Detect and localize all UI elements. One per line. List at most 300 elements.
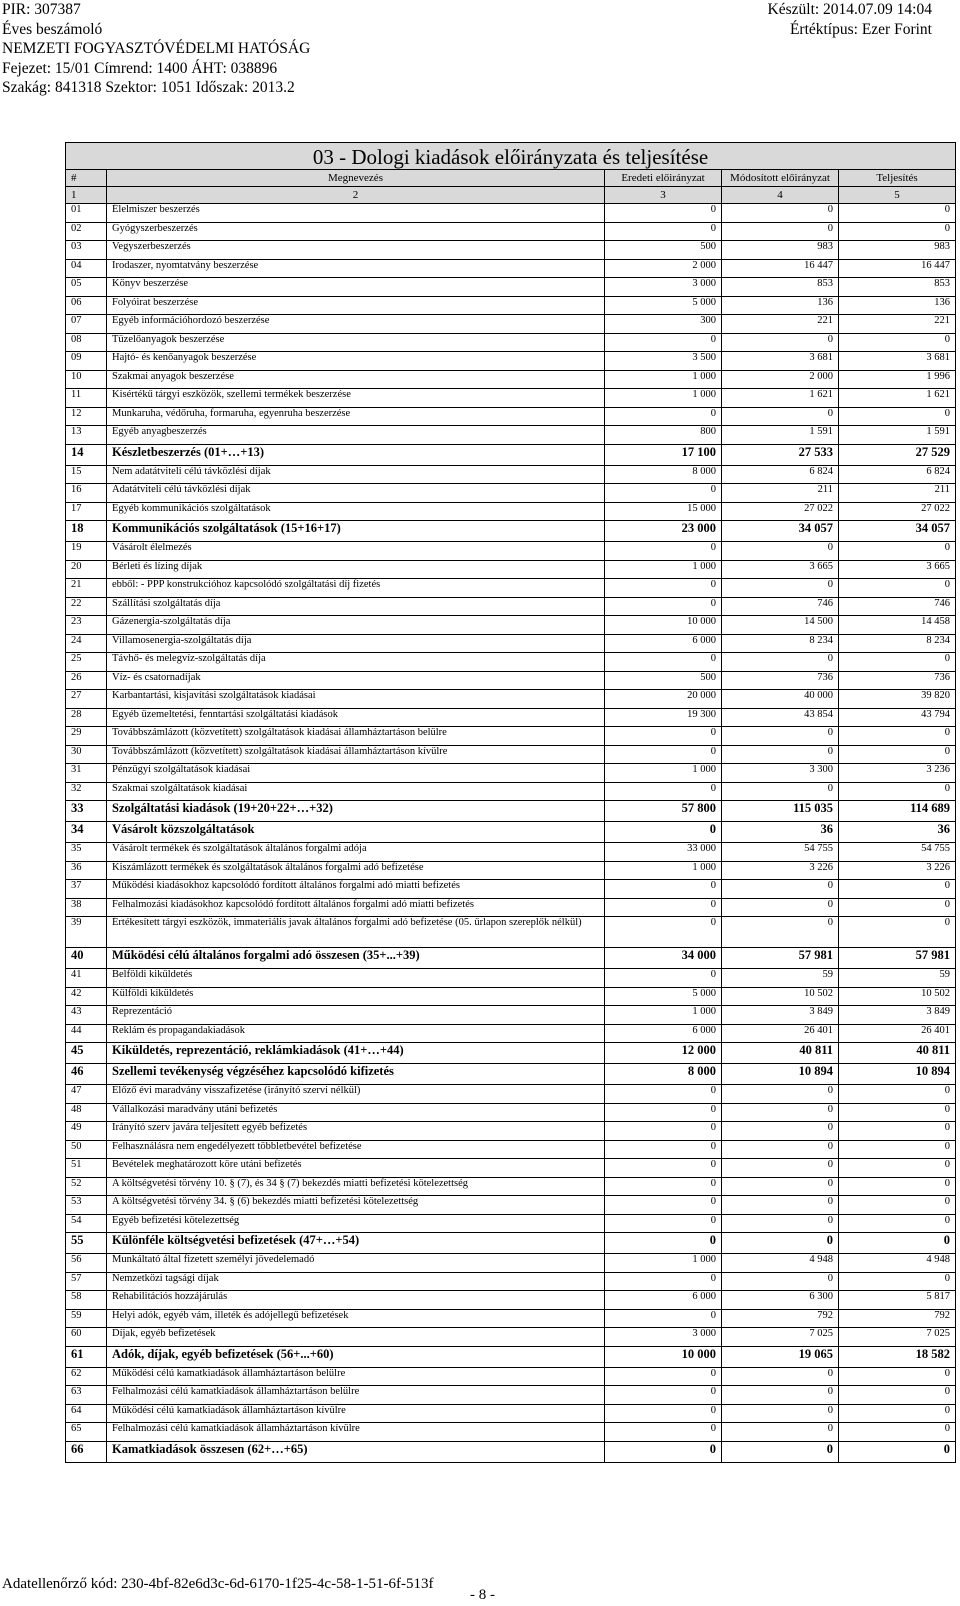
table-row (66, 484, 956, 503)
table-row (66, 671, 956, 690)
row-label: Nem adatátviteli célú távközlési díjak (107, 465, 605, 484)
actual-performance: 0 (839, 653, 956, 672)
table-row (66, 1177, 956, 1196)
organization-name: NEMZETI FOGYASZTÓVÉDELMI HATÓSÁG (2, 40, 311, 57)
actual-performance: 27 022 (839, 502, 956, 521)
modified-appropriation: 746 (722, 597, 839, 616)
row-index: 59 (66, 1309, 107, 1328)
actual-performance: 0 (839, 1367, 956, 1386)
row-index: 11 (66, 389, 107, 408)
table-row (66, 1404, 956, 1423)
table-row (66, 708, 956, 727)
actual-performance: 1 621 (839, 389, 956, 408)
actual-performance: 3 236 (839, 764, 956, 783)
row-index: 10 (66, 370, 107, 389)
modified-appropriation: 853 (722, 278, 839, 297)
table-row (66, 278, 956, 297)
row-index: 17 (66, 502, 107, 521)
table-row (66, 241, 956, 260)
row-label: Különféle költségvetési befizetések (47+…+54) (107, 1233, 605, 1254)
row-label: ebből: - PPP konstrukcióhoz kapcsolódó szolgáltatási díj fizetés (107, 579, 605, 598)
original-appropriation: 0 (605, 782, 722, 801)
modified-appropriation: 0 (722, 1367, 839, 1386)
page-number: - 8 - (470, 1587, 495, 1603)
actual-performance: 34 057 (839, 521, 956, 542)
modified-appropriation: 10 502 (722, 987, 839, 1006)
actual-performance: 0 (839, 898, 956, 917)
original-appropriation: 0 (605, 579, 722, 598)
actual-performance: 221 (839, 315, 956, 334)
original-appropriation: 2 000 (605, 259, 722, 278)
report-type: Éves beszámoló (2, 20, 103, 38)
actual-performance: 0 (839, 1103, 956, 1122)
modified-appropriation: 7 025 (722, 1328, 839, 1347)
actual-performance: 39 820 (839, 690, 956, 709)
row-label: Pénzügyi szolgáltatások kiadásai (107, 764, 605, 783)
row-index: 20 (66, 560, 107, 579)
modified-appropriation: 1 621 (722, 389, 839, 408)
table-row (66, 1441, 956, 1462)
row-index: 43 (66, 1006, 107, 1025)
original-appropriation: 0 (605, 880, 722, 899)
modified-appropriation: 0 (722, 1103, 839, 1122)
actual-performance: 0 (839, 1404, 956, 1423)
row-label: Díjak, egyéb befizetések (107, 1328, 605, 1347)
row-index: 29 (66, 727, 107, 746)
actual-performance: 27 529 (839, 444, 956, 465)
actual-performance: 0 (839, 1272, 956, 1291)
original-appropriation: 15 000 (605, 502, 722, 521)
original-appropriation: 33 000 (605, 843, 722, 862)
actual-performance: 18 582 (839, 1346, 956, 1367)
row-index: 39 (66, 917, 107, 948)
original-appropriation: 3 000 (605, 278, 722, 297)
modified-appropriation: 0 (722, 407, 839, 426)
row-label: Karbantartási, kisjavítási szolgáltatások kiadásai (107, 690, 605, 709)
original-appropriation: 5 000 (605, 296, 722, 315)
row-index: 06 (66, 296, 107, 315)
actual-performance: 0 (839, 1140, 956, 1159)
table-row (66, 389, 956, 408)
report-header-left (2, 0, 310, 98)
modified-appropriation: 54 755 (722, 843, 839, 862)
check-code: Adatellenőrző kód: 230-4bf-82e6d3c-6d-6170-1f25-4c-58-1-51-6f-513f (2, 1576, 434, 1592)
row-index: 01 (66, 204, 107, 223)
row-label: Felhalmozási célú kamatkiadások államháztartáson kívülre (107, 1423, 605, 1442)
actual-performance: 3 849 (839, 1006, 956, 1025)
original-appropriation: 3 000 (605, 1328, 722, 1347)
table-row (66, 1386, 956, 1405)
table-row (66, 333, 956, 352)
modified-appropriation: 0 (722, 782, 839, 801)
actual-performance: 0 (839, 222, 956, 241)
actual-performance: 54 755 (839, 843, 956, 862)
actual-performance: 0 (839, 579, 956, 598)
original-appropriation: 0 (605, 969, 722, 988)
original-appropriation: 800 (605, 426, 722, 445)
modified-appropriation: 0 (722, 1140, 839, 1159)
row-index: 05 (66, 278, 107, 297)
original-appropriation: 0 (605, 1177, 722, 1196)
original-appropriation: 57 800 (605, 801, 722, 822)
row-index: 57 (66, 1272, 107, 1291)
actual-performance: 57 981 (839, 948, 956, 969)
table-row (66, 370, 956, 389)
table-row (66, 1254, 956, 1273)
modified-appropriation: 43 854 (722, 708, 839, 727)
table-row (66, 444, 956, 465)
original-appropriation: 1 000 (605, 560, 722, 579)
actual-performance: 136 (839, 296, 956, 315)
row-index: 21 (66, 579, 107, 598)
original-appropriation: 0 (605, 745, 722, 764)
row-index: 44 (66, 1024, 107, 1043)
original-appropriation: 10 000 (605, 616, 722, 635)
row-index: 30 (66, 745, 107, 764)
table-row (66, 898, 956, 917)
table-row (66, 465, 956, 484)
row-index: 07 (66, 315, 107, 334)
actual-performance: 983 (839, 241, 956, 260)
original-appropriation: 0 (605, 1309, 722, 1328)
original-appropriation: 8 000 (605, 1064, 722, 1085)
row-label: Vásárolt termékek és szolgáltatások általános forgalmi adója (107, 843, 605, 862)
row-label: Reklám és propagandakiadások (107, 1024, 605, 1043)
modified-appropriation: 0 (722, 1159, 839, 1178)
row-label: Helyi adók, egyéb vám, illeték és adójellegű befizetések (107, 1309, 605, 1328)
row-label: Könyv beszerzése (107, 278, 605, 297)
table-row (66, 969, 956, 988)
original-appropriation: 0 (605, 1214, 722, 1233)
original-appropriation: 8 000 (605, 465, 722, 484)
original-appropriation: 0 (605, 333, 722, 352)
original-appropriation: 0 (605, 1122, 722, 1141)
table-row (66, 880, 956, 899)
row-label: Adatátviteli célú távközlési díjak (107, 484, 605, 503)
row-label: Bevételek meghatározott köre utáni befizetés (107, 1159, 605, 1178)
actual-performance: 0 (839, 1423, 956, 1442)
row-label: Munkaruha, védőruha, formaruha, egyenruha beszerzése (107, 407, 605, 426)
col-number: 5 (839, 187, 956, 204)
modified-appropriation: 0 (722, 1085, 839, 1104)
table-row (66, 1233, 956, 1254)
modified-appropriation: 0 (722, 1404, 839, 1423)
row-label: A költségvetési törvény 10. § (7), és 34 § (7) bekezdés miatti befizetési kötelezettség (107, 1177, 605, 1196)
row-label: Gyógyszerbeszerzés (107, 222, 605, 241)
original-appropriation: 17 100 (605, 444, 722, 465)
actual-performance: 0 (839, 1386, 956, 1405)
modified-appropriation: 10 894 (722, 1064, 839, 1085)
table-row (66, 1309, 956, 1328)
row-label: Továbbszámlázott (közvetített) szolgáltatások kiadásai államháztartáson belülre (107, 727, 605, 746)
actual-performance: 0 (839, 407, 956, 426)
original-appropriation: 0 (605, 1103, 722, 1122)
row-label: Tüzelőanyagok beszerzése (107, 333, 605, 352)
row-index: 41 (66, 969, 107, 988)
table-row (66, 259, 956, 278)
row-label: Rehabilitációs hozzájárulás (107, 1291, 605, 1310)
row-index: 58 (66, 1291, 107, 1310)
row-index: 54 (66, 1214, 107, 1233)
row-index: 23 (66, 616, 107, 635)
modified-appropriation: 211 (722, 484, 839, 503)
row-index: 35 (66, 843, 107, 862)
table-row (66, 616, 956, 635)
row-label: Nemzetközi tagsági díjak (107, 1272, 605, 1291)
actual-performance: 211 (839, 484, 956, 503)
row-label: Víz- és csatornadíjak (107, 671, 605, 690)
row-index: 50 (66, 1140, 107, 1159)
modified-appropriation: 4 948 (722, 1254, 839, 1273)
pir-line: PIR: 307387 (2, 1, 81, 18)
row-index: 13 (66, 426, 107, 445)
table-row (66, 1159, 956, 1178)
table-row (66, 1122, 956, 1141)
row-index: 16 (66, 484, 107, 503)
row-label: Vegyszerbeszerzés (107, 241, 605, 260)
row-index: 38 (66, 898, 107, 917)
table-row (66, 634, 956, 653)
actual-performance: 0 (839, 745, 956, 764)
original-appropriation: 0 (605, 222, 722, 241)
original-appropriation: 0 (605, 1233, 722, 1254)
actual-performance: 0 (839, 1214, 956, 1233)
table-row (66, 296, 956, 315)
actual-performance: 0 (839, 727, 956, 746)
actual-performance: 792 (839, 1309, 956, 1328)
actual-performance: 0 (839, 333, 956, 352)
row-label: Értékesített tárgyi eszközök, immateriális javak általános forgalmi adó befizetése (05. űrlapon szereplők nélkül) (107, 917, 605, 948)
row-label: Folyóirat beszerzése (107, 296, 605, 315)
row-index: 47 (66, 1085, 107, 1104)
table-row (66, 502, 956, 521)
row-label: Hajtó- és kenőanyagok beszerzése (107, 352, 605, 371)
table-row (66, 987, 956, 1006)
modified-appropriation: 115 035 (722, 801, 839, 822)
row-index: 40 (66, 948, 107, 969)
row-label: Szállítási szolgáltatás díja (107, 597, 605, 616)
actual-performance: 0 (839, 204, 956, 223)
table-row (66, 542, 956, 561)
actual-performance: 0 (839, 1159, 956, 1178)
row-label: Bérleti és lízing díjak (107, 560, 605, 579)
table-row (66, 1140, 956, 1159)
original-appropriation: 0 (605, 898, 722, 917)
actual-performance: 0 (839, 1233, 956, 1254)
original-appropriation: 1 000 (605, 389, 722, 408)
modified-appropriation: 221 (722, 315, 839, 334)
modified-appropriation: 27 533 (722, 444, 839, 465)
modified-appropriation: 27 022 (722, 502, 839, 521)
row-index: 64 (66, 1404, 107, 1423)
modified-appropriation: 736 (722, 671, 839, 690)
modified-appropriation: 2 000 (722, 370, 839, 389)
original-appropriation: 20 000 (605, 690, 722, 709)
modified-appropriation: 0 (722, 1441, 839, 1462)
table-row (66, 690, 956, 709)
row-index: 08 (66, 333, 107, 352)
table-row (66, 1423, 956, 1442)
table-row (66, 843, 956, 862)
modified-appropriation: 0 (722, 204, 839, 223)
actual-performance: 0 (839, 782, 956, 801)
actual-performance: 4 948 (839, 1254, 956, 1273)
table-row (66, 861, 956, 880)
original-appropriation: 0 (605, 1423, 722, 1442)
table-row (66, 521, 956, 542)
modified-appropriation: 1 591 (722, 426, 839, 445)
original-appropriation: 0 (605, 1441, 722, 1462)
row-index: 02 (66, 222, 107, 241)
actual-performance: 36 (839, 822, 956, 843)
modified-appropriation: 0 (722, 1423, 839, 1442)
original-appropriation: 1 000 (605, 1006, 722, 1025)
original-appropriation: 5 000 (605, 987, 722, 1006)
modified-appropriation: 36 (722, 822, 839, 843)
row-index: 27 (66, 690, 107, 709)
modified-appropriation: 0 (722, 898, 839, 917)
modified-appropriation: 19 065 (722, 1346, 839, 1367)
row-index: 46 (66, 1064, 107, 1085)
row-label: Egyéb befizetési kötelezettség (107, 1214, 605, 1233)
row-index: 26 (66, 671, 107, 690)
row-index: 51 (66, 1159, 107, 1178)
actual-performance: 0 (839, 542, 956, 561)
table-row (66, 222, 956, 241)
modified-appropriation: 0 (722, 1272, 839, 1291)
modified-appropriation: 6 300 (722, 1291, 839, 1310)
row-label: Kommunikációs szolgáltatások (15+16+17) (107, 521, 605, 542)
original-appropriation: 1 000 (605, 1254, 722, 1273)
row-index: 49 (66, 1122, 107, 1141)
row-label: Vásárolt élelmezés (107, 542, 605, 561)
col-header-original: Eredeti előirányzat (605, 170, 722, 187)
row-index: 09 (66, 352, 107, 371)
table-row (66, 727, 956, 746)
actual-performance: 10 894 (839, 1064, 956, 1085)
original-appropriation: 34 000 (605, 948, 722, 969)
row-label: Működési kiadásokhoz kapcsolódó fordított általános forgalmi adó miatti befizetés (107, 880, 605, 899)
row-label: Kamatkiadások összesen (62+…+65) (107, 1441, 605, 1462)
actual-performance: 3 681 (839, 352, 956, 371)
actual-performance: 14 458 (839, 616, 956, 635)
row-label: Egyéb üzemeltetési, fenntartási szolgáltatási kiadások (107, 708, 605, 727)
actual-performance: 1 591 (839, 426, 956, 445)
row-index: 53 (66, 1196, 107, 1215)
table-row (66, 1024, 956, 1043)
col-header-name: Megnevezés (107, 170, 605, 187)
row-index: 34 (66, 822, 107, 843)
actual-performance: 114 689 (839, 801, 956, 822)
table-row (66, 426, 956, 445)
original-appropriation: 0 (605, 917, 722, 948)
actual-performance: 6 824 (839, 465, 956, 484)
row-index: 37 (66, 880, 107, 899)
table-row (66, 745, 956, 764)
actual-performance: 7 025 (839, 1328, 956, 1347)
row-label: Egyéb anyagbeszerzés (107, 426, 605, 445)
row-label: Szakmai anyagok beszerzése (107, 370, 605, 389)
modified-appropriation: 14 500 (722, 616, 839, 635)
modified-appropriation: 26 401 (722, 1024, 839, 1043)
row-label: Működési célú kamatkiadások államháztartáson kívülre (107, 1404, 605, 1423)
modified-appropriation: 0 (722, 222, 839, 241)
table-row (66, 1043, 956, 1064)
actual-performance: 746 (839, 597, 956, 616)
original-appropriation: 500 (605, 671, 722, 690)
row-label: Felhalmozási kiadásokhoz kapcsolódó fordított általános forgalmi adó miatti befizetés (107, 898, 605, 917)
modified-appropriation: 0 (722, 1122, 839, 1141)
modified-appropriation: 40 811 (722, 1043, 839, 1064)
original-appropriation: 1 000 (605, 764, 722, 783)
column-header-row (66, 170, 956, 187)
sector-line: Szakág: 841318 Szektor: 1051 Időszak: 2013.2 (2, 79, 295, 96)
modified-appropriation: 0 (722, 1214, 839, 1233)
row-label: Reprezentáció (107, 1006, 605, 1025)
col-number: 3 (605, 187, 722, 204)
original-appropriation: 0 (605, 1085, 722, 1104)
row-index: 25 (66, 653, 107, 672)
original-appropriation: 3 500 (605, 352, 722, 371)
row-index: 63 (66, 1386, 107, 1405)
actual-performance: 3 226 (839, 861, 956, 880)
original-appropriation: 0 (605, 484, 722, 503)
row-label: Továbbszámlázott (közvetített) szolgáltatások kiadásai államháztartáson kívülre (107, 745, 605, 764)
original-appropriation: 0 (605, 1272, 722, 1291)
modified-appropriation: 16 447 (722, 259, 839, 278)
table-row (66, 204, 956, 223)
row-label: Egyéb információhordozó beszerzése (107, 315, 605, 334)
row-label: Villamosenergia-szolgáltatás díja (107, 634, 605, 653)
original-appropriation: 0 (605, 407, 722, 426)
row-label: Készletbeszerzés (01+…+13) (107, 444, 605, 465)
table-row (66, 1328, 956, 1347)
table-row (66, 1291, 956, 1310)
actual-performance: 0 (839, 1441, 956, 1462)
row-index: 33 (66, 801, 107, 822)
modified-appropriation: 3 226 (722, 861, 839, 880)
modified-appropriation: 59 (722, 969, 839, 988)
row-label: Irányító szerv javára teljesített egyéb befizetés (107, 1122, 605, 1141)
modified-appropriation: 3 665 (722, 560, 839, 579)
col-header-actual: Teljesítés (839, 170, 956, 187)
row-index: 19 (66, 542, 107, 561)
row-label: Egyéb kommunikációs szolgáltatások (107, 502, 605, 521)
row-index: 12 (66, 407, 107, 426)
row-label: Szakmai szolgáltatások kiadásai (107, 782, 605, 801)
table-row (66, 315, 956, 334)
modified-appropriation: 0 (722, 1196, 839, 1215)
table-row (66, 1272, 956, 1291)
row-label: A költségvetési törvény 34. § (6) bekezdés miatti befizetési kötelezettség (107, 1196, 605, 1215)
actual-performance: 0 (839, 1122, 956, 1141)
original-appropriation: 0 (605, 204, 722, 223)
original-appropriation: 6 000 (605, 1291, 722, 1310)
row-label: Munkáltató által fizetett személyi jövedelemadó (107, 1254, 605, 1273)
row-label: Működési célú kamatkiadások államháztartáson belülre (107, 1367, 605, 1386)
table-row (66, 1196, 956, 1215)
created-timestamp: Készült: 2014.07.09 14:04 (767, 1, 932, 18)
modified-appropriation: 3 300 (722, 764, 839, 783)
actual-performance: 16 447 (839, 259, 956, 278)
original-appropriation: 500 (605, 241, 722, 260)
actual-performance: 1 996 (839, 370, 956, 389)
table-row (66, 1103, 956, 1122)
original-appropriation: 1 000 (605, 861, 722, 880)
actual-performance: 0 (839, 1177, 956, 1196)
col-header-modified: Módosított előirányzat (722, 170, 839, 187)
modified-appropriation: 136 (722, 296, 839, 315)
